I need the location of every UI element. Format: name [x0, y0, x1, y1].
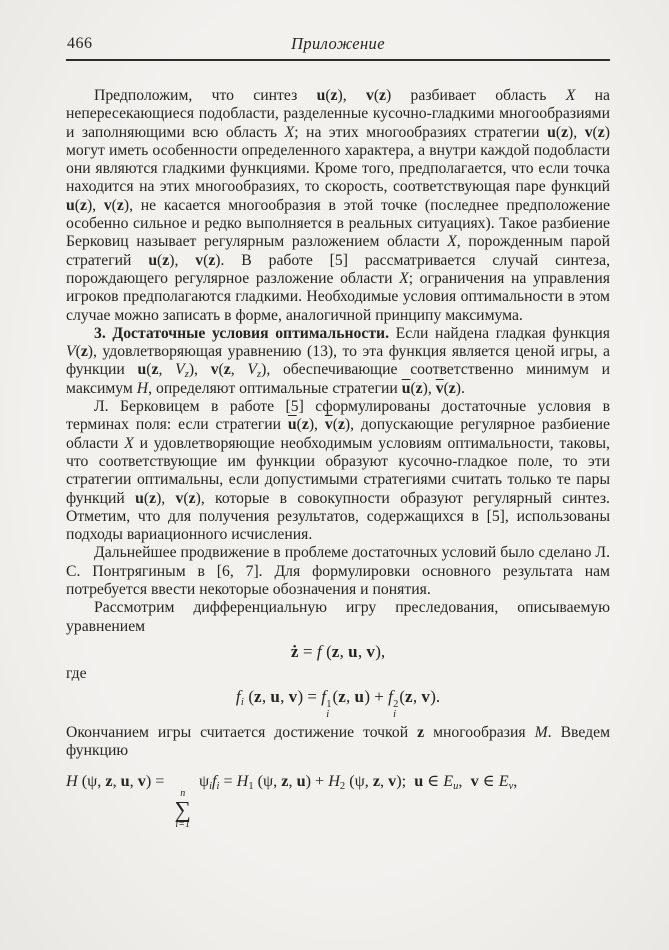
header-rule	[66, 59, 610, 61]
paragraph-pursuit-game-intro: Рассмотрим дифференциальную игру преследования, описываемую уравнением	[66, 599, 610, 635]
paragraph-game-termination: Окончанием игры считается достижение точкой z многообразия M. Введем функцию	[66, 724, 611, 760]
formula-motion-equation: ż = f (z, u, v),	[290, 641, 386, 661]
page-body	[66, 87, 610, 830]
paragraph-berkovitz-field-conditions: Л. Берковицем в работе [5] сформулированы достаточные условия в терминах поля: если стратегии $\overline{u}(z)$, $\overline{v}(z)$, допускающие регулярное разбиение области X и удовлетворяющие необходимым условиям оптимальности, таковы, что соответствующие им функции образуют кусочно-гладкое поле, то эти стратегии оптимальны, если допустимыми стратегиями считать только те пары функций u(z), v(z), которые в совокупности образуют регулярный синтез. Отметим, что для получения результатов, содержащихся в [5], использованы подходы вариационного исчисления.	[66, 398, 610, 544]
paragraph-pontryagin-advance: Дальнейшее продвижение в проблеме достаточных условий было сделано Л. С. Понтрягиным в [6, 7]. Для формулировки основного результата нам потребуется ввести некоторые обозначения и понятия.	[66, 544, 610, 599]
formula-dynamics-decomposition: $f_i$ (z, u, v) = f 1 i (z, u) + f 2 i (z, v).	[235, 687, 441, 720]
page-header	[67, 34, 609, 56]
paragraph-synthesis-partition: Предположим, что синтез u(z), v(z) разбивает область X на непересекающиеся подобласти, разделенные кусочно-гладкими многообразиями и заполняющими всю область X; на этих многообразиях стратегии u(z), v(z) могут иметь особенности определенного характера, а внутри каждой подобласти они являются гладкими функциями. Кроме того, предполагается, что если точка находится на этих многообразиях, то скорость, соответствующая паре функций u(z), v(z), не касается многообразия в этой точке (последнее предположение особенно сильное и редко выполняется в реальных ситуациях). Такое разбиение Берковиц называет регулярным разложением области X, порожденным парой стратегий u(z), v(z). В работе [5] рассматривается случай синтеза, порождающего регулярное разложение области X; ограничения на управления игроков предполагаются гладкими. Необходимые условия оптимальности в этом случае можно записать в форме, аналогичной принципу максимума.	[66, 87, 610, 324]
running-title: Приложение	[291, 34, 385, 53]
formula-hamiltonian: H (ψ, z, u, v) = n ∑ i=1 $\psi_if_i = H_1$ (ψ, z, $u) + H_2$ (ψ, z, v); u ∈ $E_u$, v ∈ $E_v$,	[66, 771, 518, 830]
paragraph-section-3-sufficient-conditions: 3. Достаточные условия оптимальности. Если найдена гладкая функция V(z), удовлетворяющая уравнению (13), то эта функция является ценой игры, а функции u(z, $V_z$), v(z, $V_z$), обеспечивающие соответственно минимум и максимум H, определяют оптимальные стратегии $\overline{u}(z)$, $\overline{v}(z)$.	[66, 324, 611, 397]
where-label: где	[66, 665, 87, 683]
page-number: 466	[67, 35, 93, 52]
